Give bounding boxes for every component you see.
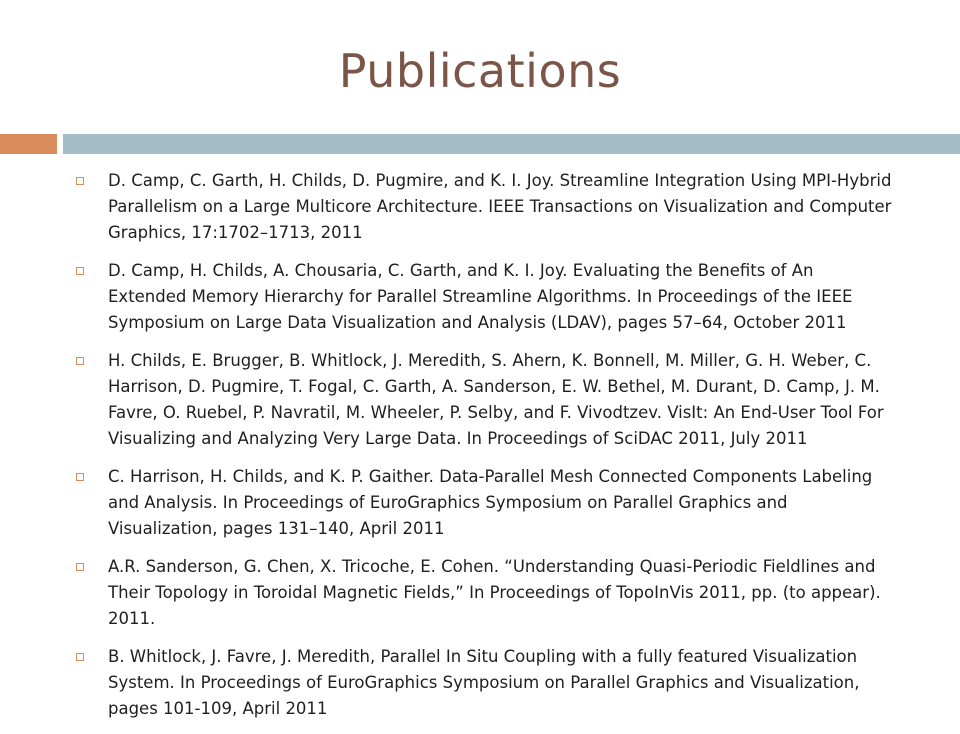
slide-title: Publications — [338, 44, 622, 98]
hollow-square-bullet-icon — [76, 177, 84, 185]
title-rule-bar — [63, 134, 960, 154]
publication-item — [74, 554, 894, 632]
hollow-square-bullet-icon — [76, 563, 84, 571]
hollow-square-bullet-icon — [76, 267, 84, 275]
publication-text: A.R. Sanderson, G. Chen, X. Tricoche, E. Cohen. “Understanding Quasi-Periodic Fieldlines and Their Topology in Toroidal Magnetic Fields,” In Proceedings of TopoInVis 2011, pp. (to appear). 2011. — [108, 557, 881, 628]
hollow-square-bullet-icon — [76, 473, 84, 481]
publication-text: H. Childs, E. Brugger, B. Whitlock, J. Meredith, S. Ahern, K. Bonnell, M. Miller, G. H. Weber, C. Harrison, D. Pugmire, T. Fogal, C. Garth, A. Sanderson, E. W. Bethel, M. Durant, D. Camp, J. M. Favre, O. Ruebel, P. Navratil, M. Wheeler, P. Selby, and F. Vivodtzev. VisIt: An End-User Tool For Visualizing and Analyzing Very Large Data. In Proceedings of SciDAC 2011, July 2011 — [108, 351, 884, 448]
publication-text: B. Whitlock, J. Favre, J. Meredith, Parallel In Situ Coupling with a fully featured Visualization System. In Proceedings of EuroGraphics Symposium on Parallel Graphics and Visualization, pages 101-109, April 2011 — [108, 647, 860, 718]
hollow-square-bullet-icon — [76, 357, 84, 365]
publication-text: D. Camp, C. Garth, H. Childs, D. Pugmire, and K. I. Joy. Streamline Integration Using MPI-Hybrid Parallelism on a Large Multicore Architecture. IEEE Transactions on Visualization and Computer Graphics, 17:1702–1713, 2011 — [108, 171, 892, 242]
publication-list — [74, 168, 894, 734]
title-rule-accent — [0, 134, 57, 154]
hollow-square-bullet-icon — [76, 653, 84, 661]
publication-item — [74, 644, 894, 722]
publication-item — [74, 348, 894, 452]
publication-text: D. Camp, H. Childs, A. Chousaria, C. Garth, and K. I. Joy. Evaluating the Benefits of An Extended Memory Hierarchy for Parallel Streamline Algorithms. In Proceedings of the IEEE Symposium on Large Data Visualization and Analysis (LDAV), pages 57–64, October 2011 — [108, 261, 853, 332]
publication-item — [74, 168, 894, 246]
publication-text: C. Harrison, H. Childs, and K. P. Gaither. Data-Parallel Mesh Connected Components Labeling and Analysis. In Proceedings of EuroGraphics Symposium on Parallel Graphics and Visualization, pages 131–140, April 2011 — [108, 467, 873, 538]
publication-item — [74, 464, 894, 542]
publication-item — [74, 258, 894, 336]
